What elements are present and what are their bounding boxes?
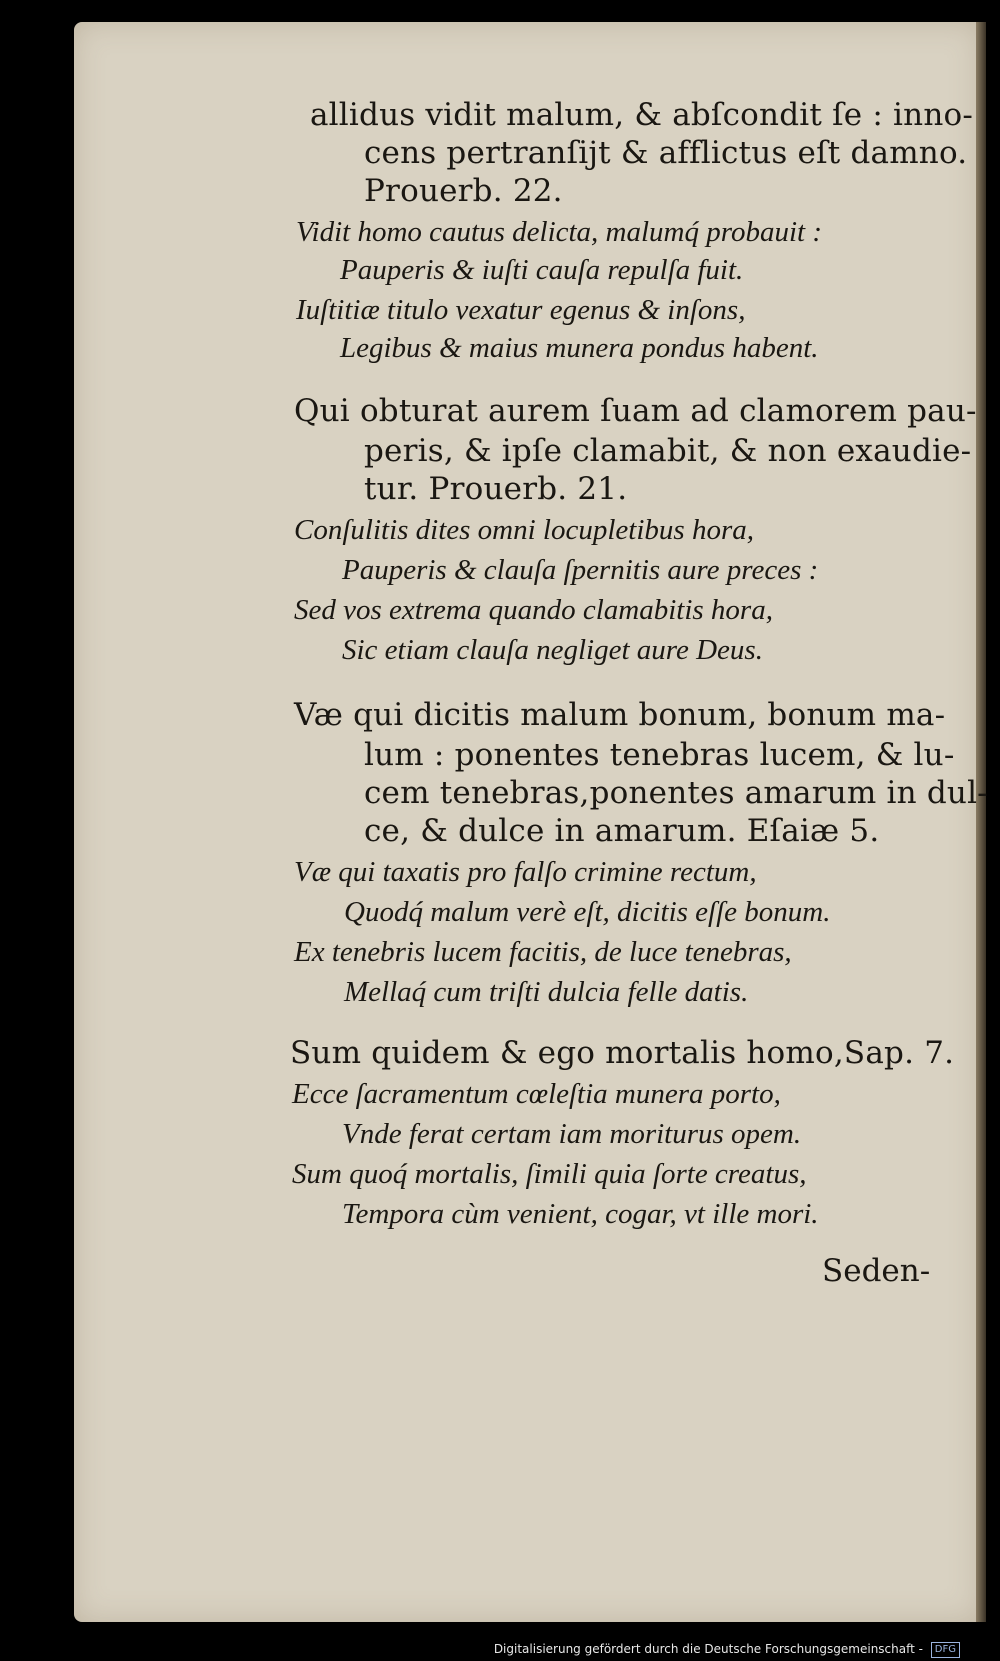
prose-line: Qui obturat aurem ſuam ad clamorem pau- [294, 393, 977, 429]
verse-line: Væ qui taxatis pro falſo crimine rectum, [294, 856, 757, 888]
prose-line: cem tenebras,ponentes amarum in dul- [364, 775, 988, 811]
digitization-footer [0, 1637, 1000, 1661]
prose-line: lum : ponentes tenebras lucem, & lu- [364, 737, 955, 773]
prose-line: Væ qui dicitis malum bonum, bonum ma- [294, 697, 946, 733]
verse-line: Tempora cùm venient, cogar, vt ille mori. [342, 1198, 819, 1230]
verse-line: Sum quoq́ mortalis, ſimili quia ſorte creatus, [292, 1158, 807, 1190]
verse-line: Ecce ſacramentum cœleſtia munera porto, [292, 1078, 781, 1110]
verse-line: Pauperis & iuſti cauſa repulſa fuit. [340, 254, 744, 286]
verse-line: Sic etiam clauſa negliget aure Deus. [342, 634, 763, 666]
prose-line: Sum quidem & ego mortalis homo,Sap. 7. [290, 1035, 955, 1071]
verse-line: Quodq́ malum verè eſt, dicitis eſſe bonum. [344, 896, 831, 928]
footer-text: Digitalisierung gefördert durch die Deutsche Forschungsgemeinschaft - [493, 1642, 923, 1656]
prose-line: peris, & ipſe clamabit, & non exaudie- [364, 433, 972, 469]
verse-line: Pauperis & clauſa ſpernitis aure preces : [342, 554, 819, 586]
catchword: Seden- [822, 1253, 931, 1289]
prose-line: allidus vidit malum, & abſcondit ſe : inno- [310, 97, 974, 133]
verse-line: Vnde ferat certam iam moriturus opem. [342, 1118, 802, 1150]
verse-line: Mellaq́ cum triſti dulcia felle datis. [344, 976, 749, 1008]
dfg-logo: DFG [931, 1642, 960, 1658]
verse-line: Conſulitis dites omni locupletibus hora, [294, 514, 754, 546]
book-page [74, 22, 988, 1622]
prose-line: tur. Prouerb. 21. [364, 471, 628, 507]
verse-line: Vidit homo cautus delicta, malumq́ probauit : [296, 216, 822, 248]
verse-line: Iuſtitiæ titulo vexatur egenus & inſons, [296, 294, 746, 326]
prose-line: cens pertranſijt & afflictus eſt damno. [364, 135, 968, 171]
page-edge [976, 22, 986, 1622]
verse-line: Sed vos extrema quando clamabitis hora, [294, 594, 773, 626]
prose-line: Prouerb. 22. [364, 173, 563, 209]
verse-line: Ex tenebris lucem facitis, de luce tenebras, [294, 936, 792, 968]
prose-line: ce, & dulce in amarum. Eſaiæ 5. [364, 813, 880, 849]
verse-line: Legibus & maius munera pondus habent. [340, 332, 819, 364]
